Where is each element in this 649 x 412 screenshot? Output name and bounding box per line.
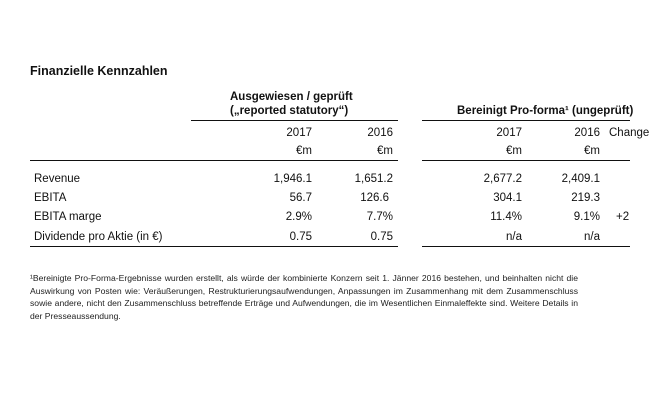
unit-reported-2016: €m — [377, 145, 393, 157]
revenue-proforma-2017: 2,677.2 — [483, 173, 522, 185]
ebita-marge-proforma-2017: 11.4% — [490, 211, 522, 223]
dividende-proforma-2017: n/a — [506, 231, 522, 243]
change-header: Change — [609, 127, 649, 139]
unit-proforma-2017: €m — [506, 145, 522, 157]
ebita-proforma-2017: 304.1 — [493, 192, 522, 204]
ebita-marge-reported-2016: 7.7% — [366, 211, 393, 223]
dividende-reported-2016: 0.75 — [370, 231, 393, 243]
dividende-proforma-2016: n/a — [584, 231, 600, 243]
ebita-marge-change: +2 — [616, 211, 630, 223]
ebita-marge-proforma-2016: 9.1% — [573, 211, 600, 223]
ebita-marge-reported-2017: 2.9% — [285, 211, 312, 223]
unit-reported-2017: €m — [296, 145, 312, 157]
units-rule-left — [30, 160, 398, 161]
reported-header — [230, 90, 353, 118]
proforma-header-rule — [422, 120, 630, 121]
year-reported-2017: 2017 — [286, 127, 312, 139]
year-proforma-2017: 2017 — [496, 127, 522, 139]
row-label-dividende: Dividende pro Aktie (in €) — [34, 231, 163, 243]
row-label-ebita: EBITA — [34, 192, 67, 204]
unit-proforma-2016: €m — [584, 145, 600, 157]
reported-header-rule — [191, 120, 398, 121]
revenue-proforma-2016: 2,409.1 — [561, 173, 600, 185]
reported-header-line2: („reported statutory“) — [230, 105, 349, 117]
reported-header-line1: Ausgewiesen / geprüft — [230, 91, 353, 103]
revenue-reported-2016: 1,651.2 — [354, 173, 393, 185]
footnote: ¹Bereinigte Pro-Forma-Ergebnisse wurden erstellt, als würde der kombinierte Konzern seit 1. Jänner 2016 bestehen, und beinhalten nicht die Auswirkung von Posten wie: Veräußerungen, Restrukturierungsaufwendungen, Anpassungen im Zusammenhang mit dem Zusammenschluss sowie andere, nicht den Zusammenschluss betreffende Erträge und Aufwendungen, die im Wesentlichen Einmaleffekte sind. Weitere Details in der Presseaussendung. — [30, 273, 578, 321]
ebita-reported-2017: 56.7 — [289, 192, 312, 204]
bottom-rule-left — [30, 246, 398, 247]
bottom-rule-right — [422, 246, 630, 247]
row-label-ebita-marge: EBITA marge — [34, 211, 102, 223]
dividende-reported-2017: 0.75 — [289, 231, 312, 243]
proforma-header: Bereinigt Pro-forma¹ (ungeprüft) — [457, 105, 634, 117]
page-title: Finanzielle Kennzahlen — [30, 64, 168, 78]
row-label-revenue: Revenue — [34, 173, 81, 185]
year-reported-2016: 2016 — [367, 127, 393, 139]
ebita-proforma-2016: 219.3 — [571, 192, 600, 204]
units-rule-right — [422, 160, 630, 161]
revenue-reported-2017: 1,946.1 — [273, 173, 312, 185]
year-proforma-2016: 2016 — [574, 127, 600, 139]
ebita-reported-2016: 126.6 — [360, 192, 389, 204]
